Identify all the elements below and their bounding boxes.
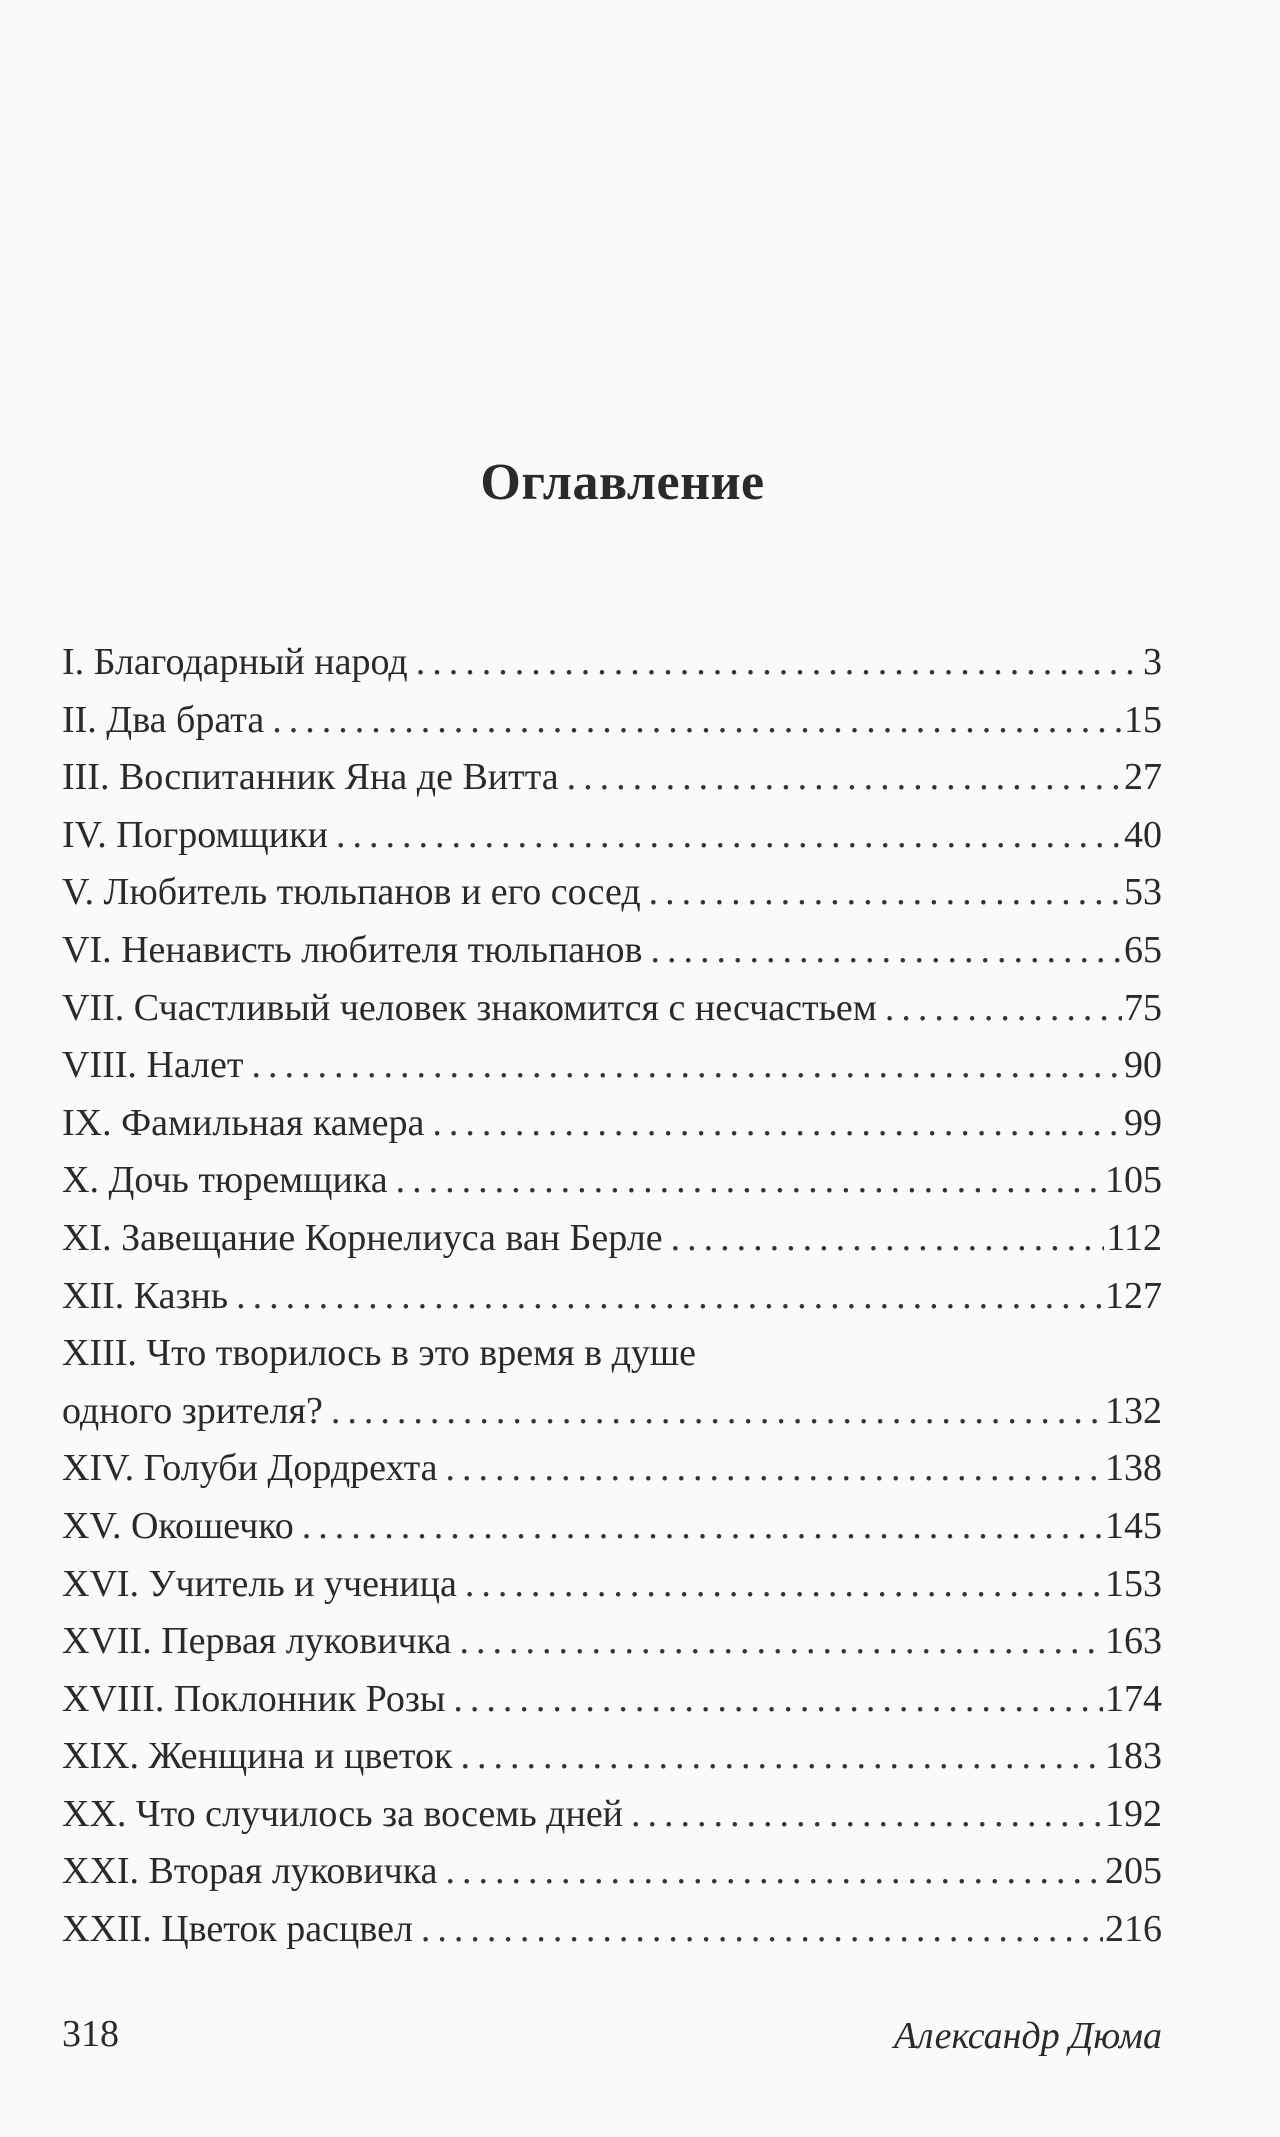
page-title: Оглавление (480, 454, 765, 511)
dot-leader (445, 1843, 1103, 1901)
toc-entry[interactable] (62, 1671, 1162, 1729)
toc-entry[interactable] (62, 807, 1162, 865)
toc-entry-title: XIV. Голуби Дордрехта (62, 1447, 438, 1490)
dot-leader (416, 634, 1141, 692)
running-footer-author: Александр Дюма (893, 2015, 1162, 2057)
toc-entry-page: 163 (1105, 1620, 1162, 1663)
toc-entry[interactable] (62, 1613, 1162, 1671)
toc-entry-title: XI. Завещание Корнелиуса ван Берле (62, 1216, 663, 1259)
toc-entry[interactable] (62, 692, 1162, 750)
toc-entry-page: 192 (1105, 1792, 1162, 1835)
toc-entry-title: IX. Фамильная камера (62, 1101, 425, 1144)
toc-entry-page: 15 (1124, 698, 1162, 741)
dot-leader (459, 1613, 1103, 1671)
toc-entry-page: 75 (1124, 986, 1162, 1029)
toc-entry[interactable] (62, 1498, 1162, 1556)
toc-entry-page: 216 (1105, 1908, 1162, 1951)
dot-leader (421, 1901, 1103, 1959)
toc-entry[interactable] (62, 749, 1162, 807)
toc-entry-page: 53 (1124, 871, 1162, 914)
toc-entry[interactable] (62, 1152, 1162, 1210)
toc-entry-page: 127 (1105, 1274, 1162, 1317)
toc-entry-page: 205 (1105, 1850, 1162, 1893)
toc-entry-title: XII. Казнь (62, 1274, 229, 1317)
dot-leader (649, 864, 1122, 922)
toc-entry-title: III. Воспитанник Яна де Витта (62, 756, 559, 799)
toc-entry[interactable] (62, 1037, 1162, 1095)
toc-entry[interactable] (62, 1268, 1162, 1326)
toc-entry-title: V. Любитель тюльпанов и его сосед (62, 871, 641, 914)
dot-leader (650, 922, 1122, 980)
toc-entry-page: 153 (1105, 1562, 1162, 1605)
dot-leader (631, 1786, 1103, 1844)
toc-entry[interactable] (62, 864, 1162, 922)
dot-leader (446, 1440, 1103, 1498)
toc-entry-page: 40 (1124, 813, 1162, 856)
toc-entry-title: одного зрителя? (62, 1389, 323, 1432)
toc-entry[interactable] (62, 1325, 1162, 1440)
toc-entry[interactable] (62, 1556, 1162, 1614)
toc-entry-title: XX. Что случилось за восемь дней (62, 1792, 624, 1835)
dot-leader (885, 980, 1122, 1038)
toc-entry-title: XIX. Женщина и цветок (62, 1735, 453, 1778)
toc-entry-page: 90 (1124, 1044, 1162, 1087)
dot-leader (432, 1095, 1122, 1153)
toc-entry-page: 105 (1105, 1159, 1162, 1202)
toc-entry-title: II. Два брата (62, 698, 265, 741)
dot-leader (396, 1152, 1103, 1210)
dot-leader (331, 1383, 1103, 1441)
toc-entry-page: 112 (1106, 1216, 1162, 1259)
toc-entry-page: 183 (1105, 1735, 1162, 1778)
toc-entry-title: VIII. Налет (62, 1044, 244, 1087)
toc-entry[interactable] (62, 1843, 1162, 1901)
toc-entry-page: 132 (1105, 1389, 1162, 1432)
toc-entry-page: 27 (1124, 756, 1162, 799)
toc-entry[interactable] (62, 1728, 1162, 1786)
toc-entry-title: XVII. Первая луковичка (62, 1620, 452, 1663)
toc-entry-title-first-line: XIII. Что творилось в это время в душе (62, 1332, 697, 1375)
toc-entry[interactable] (62, 922, 1162, 980)
page-number: 318 (62, 2013, 119, 2055)
dot-leader (336, 807, 1122, 865)
dot-leader (671, 1210, 1105, 1268)
dot-leader (272, 692, 1122, 750)
toc-entry[interactable] (62, 1786, 1162, 1844)
toc-entry-title: IV. Погромщики (62, 813, 328, 856)
toc-entry-title: I. Благодарный народ (62, 641, 408, 683)
toc-entry-page: 145 (1105, 1504, 1162, 1547)
toc-entry[interactable] (62, 1210, 1162, 1268)
toc-entry-title: XVIII. Поклонник Розы (62, 1677, 446, 1720)
toc-entry-title: XVI. Учитель и ученица (62, 1562, 457, 1605)
dot-leader (453, 1671, 1103, 1729)
toc-entry-page: 65 (1124, 928, 1162, 971)
dot-leader (567, 749, 1122, 807)
toc-entry[interactable] (62, 980, 1162, 1038)
dot-leader (460, 1728, 1103, 1786)
dot-leader (251, 1037, 1122, 1095)
toc-entry-title: X. Дочь тюремщика (62, 1159, 388, 1202)
table-of-contents (62, 634, 1162, 1959)
toc-entry-page: 174 (1105, 1677, 1162, 1720)
dot-leader (302, 1498, 1103, 1556)
toc-entry[interactable] (62, 634, 1162, 692)
toc-entry-title: XXII. Цветок расцвел (62, 1908, 413, 1951)
toc-entry-title: XV. Окошечко (62, 1504, 294, 1547)
toc-entry-page: 138 (1105, 1447, 1162, 1490)
toc-entry-title: VII. Счастливый человек знакомится с несчастьем (62, 986, 877, 1029)
toc-entry[interactable] (62, 1095, 1162, 1153)
toc-entry[interactable] (62, 1440, 1162, 1498)
toc-entry-page: 99 (1124, 1101, 1162, 1144)
toc-entry-title: VI. Ненависть любителя тюльпанов (62, 928, 643, 971)
toc-entry[interactable] (62, 1901, 1162, 1959)
dot-leader (236, 1268, 1103, 1326)
toc-entry-title: XXI. Вторая луковичка (62, 1850, 438, 1893)
dot-leader (465, 1556, 1103, 1614)
toc-entry-page: 3 (1143, 641, 1162, 683)
